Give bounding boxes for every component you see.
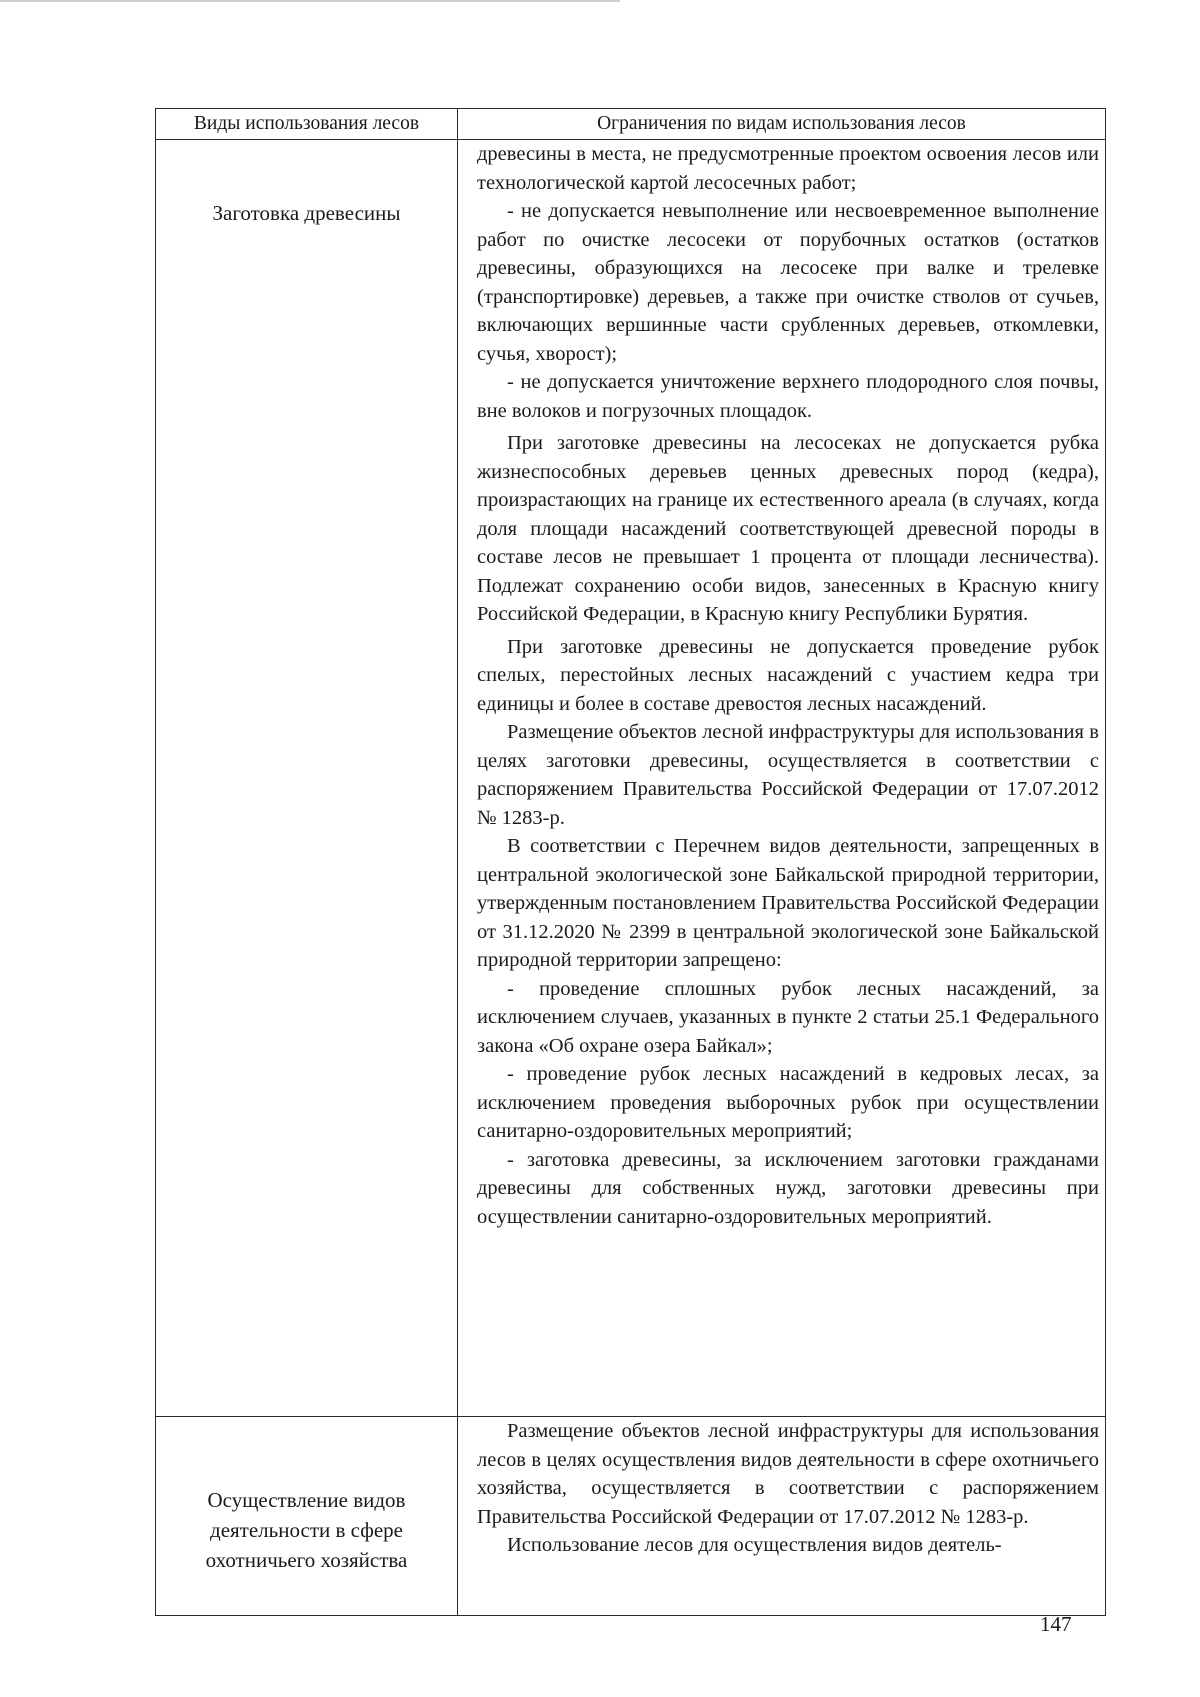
paragraph: Размещение объектов лесной инфраструктуры для использования в целях заготовки древесины, осуществляется в соответствии с распоряжением Правительства Российской Федерации от 17.07.2012 № 1283-р. [477, 721, 1099, 829]
row-restrictions-cell [458, 1417, 1106, 1616]
scan-edge [0, 0, 620, 2]
use-type-label: Заготовка древесины [212, 201, 401, 225]
paragraph: - проведение рубок лесных насаждений в кедровых лесах, за исключением проведения выборочных рубок при осуществлении санитарно-оздоровительных мероприятий; [477, 1063, 1099, 1142]
restrictions-text [458, 1417, 1105, 1560]
paragraph: В соответствии с Перечнем видов деятельности, запрещенных в центральной экологической зоне Байкальской природной территории, утвержденным постановлением Правительства Российской Федерации от 31.12.2020 № 2399 в центральной экологической зоне Байкальской природной территории запрещено: [477, 835, 1099, 971]
header-restrictions: Ограничения по видам использования лесов [458, 109, 1106, 140]
table-row [156, 140, 1106, 1417]
header-forest-use-types: Виды использования лесов [156, 109, 458, 140]
paragraph: При заготовке древесины на лесосеках не допускается рубка жизнеспособных деревьев ценных древесных пород (кедра), произрастающих на границе их естественного ареала (в случаях, когда доля площади насаждений соответствующей древесной породы в составе лесов не превышает 1 процента от площади лесничества). Подлежат сохранению особи видов, занесенных в Красную книгу Российской Федерации, в Красную книгу Республики Бурятия. [477, 432, 1099, 625]
paragraph: - не допускается уничтожение верхнего плодородного слоя почвы, вне волоков и погрузочных площадок. [477, 371, 1099, 422]
forest-use-restrictions-table [155, 108, 1106, 1616]
paragraph: - проведение сплошных рубок лесных насаждений, за исключением случаев, указанных в пункте 2 статьи 25.1 Федерального закона «Об охране озера Байкал»; [477, 977, 1099, 1057]
row-type-cell [156, 1417, 458, 1616]
paragraph: При заготовке древесины не допускается проведение рубок спелых, перестойных лесных насаждений с участием кедра три единицы и более в составе древостоя лесных насаждений. [477, 635, 1099, 715]
row-restrictions-cell [458, 140, 1106, 1417]
paragraph: Использование лесов для осуществления видов деятель- [507, 1534, 1002, 1556]
table-header-row [156, 109, 1106, 140]
restrictions-text [458, 140, 1105, 1231]
row-type-cell [156, 140, 458, 1417]
page-number: 147 [1040, 1612, 1072, 1636]
paragraph: - заготовка древесины, за исключением заготовки гражданами древесины для собственных нужд, заготовки древесины при осуществлении санитарно-оздоровительных мероприятий. [477, 1148, 1099, 1228]
paragraph: Размещение объектов лесной инфраструктуры для использования лесов в целях осуществления видов деятельности в сфере охотничьего хозяйства, осуществляется в соответствии с распоряжением Правительства Российской Федерации от 17.07.2012 № 1283-р. [477, 1420, 1099, 1528]
paragraph: - не допускается невыполнение или несвоевременное выполнение работ по очистке лесосеки от порубочных остатков (остатков древесины, образующихся на лесосеке при валке и трелевке (транспортировке) деревьев, а также при очистке стволов от сучьев, включающих вершинные части срубленных деревьев, откомлевки, сучья, хворост); [477, 200, 1099, 365]
use-type-label: Осуществление видов деятельности в сфере охотничьего хозяйства [205, 1488, 408, 1572]
table-row [156, 1417, 1106, 1616]
paragraph: древесины в места, не предусмотренные проектом освоения лесов или технологической картой лесосечных работ; [477, 143, 1099, 194]
